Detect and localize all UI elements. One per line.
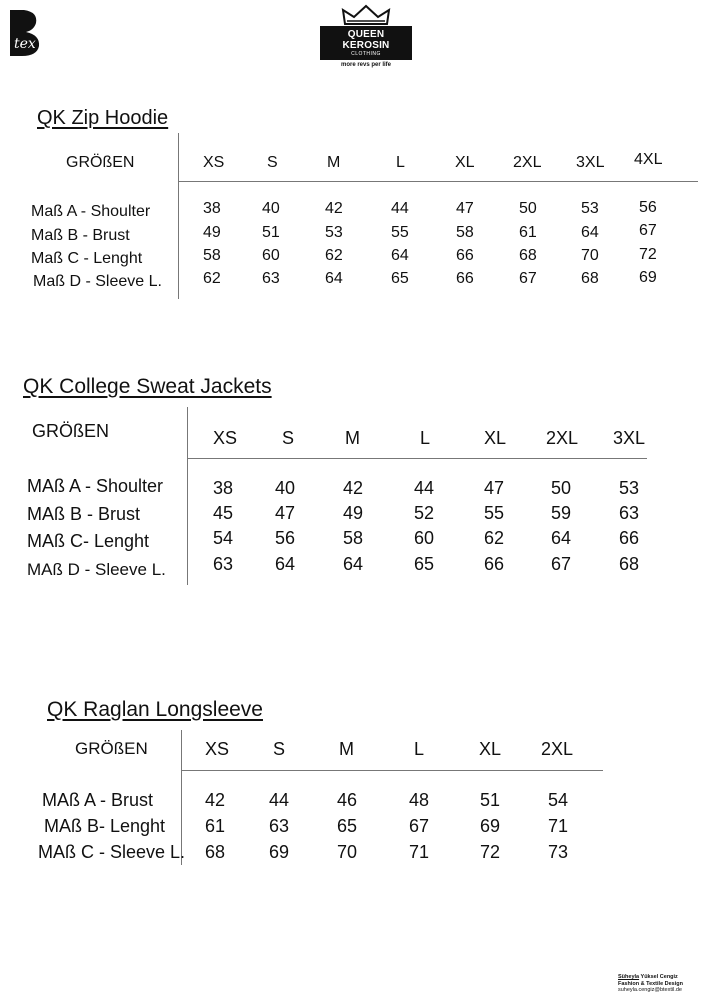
value-cell: 56 <box>639 199 657 216</box>
value-cell: 44 <box>414 478 435 498</box>
value-cell: 63 <box>262 270 280 287</box>
value-cell: 61 <box>519 224 537 241</box>
value-cell: 62 <box>203 270 221 287</box>
value-cell: 58 <box>456 224 474 241</box>
value-cell: 60 <box>414 528 435 548</box>
value-cell: 63 <box>619 503 640 523</box>
size-header: XL <box>455 154 475 171</box>
value-cell: 56 <box>275 528 296 548</box>
value-cell: 64 <box>581 224 599 241</box>
value-cell: 66 <box>484 554 505 574</box>
size-header: XL <box>479 739 502 759</box>
value-cell: 40 <box>262 200 280 217</box>
value-cell: 67 <box>639 222 657 239</box>
value-cell: 69 <box>480 816 501 836</box>
designer-first-name: Süheyla <box>618 974 640 980</box>
value-cell: 53 <box>581 200 599 217</box>
value-cell: 73 <box>548 842 569 862</box>
value-cell: 51 <box>480 790 501 810</box>
brand-tagline: more revs per life <box>340 62 392 68</box>
value-cell: 67 <box>551 554 572 574</box>
size-header: L <box>414 739 425 759</box>
value-cell: 44 <box>391 200 409 217</box>
brand-name: QUEEN KEROSIN <box>342 29 390 51</box>
value-cell: 49 <box>343 503 364 523</box>
sizes-header-label: GRÖßEN <box>75 739 148 758</box>
divider-horizontal <box>187 458 647 459</box>
size-header: L <box>420 428 431 448</box>
value-cell: 53 <box>619 478 640 498</box>
size-header: XS <box>213 428 238 448</box>
value-cell: 47 <box>456 200 474 217</box>
row-label: Maß A - Shoulter <box>31 203 151 220</box>
value-cell: 66 <box>456 247 474 264</box>
value-cell: 47 <box>275 503 296 523</box>
value-cell: 65 <box>337 816 358 836</box>
value-cell: 64 <box>343 554 364 574</box>
divider-vertical <box>187 407 188 585</box>
value-cell: 45 <box>213 503 234 523</box>
value-cell: 67 <box>519 270 537 287</box>
row-label: Maß D - Sleeve L. <box>33 273 162 290</box>
value-cell: 67 <box>409 816 430 836</box>
divider-horizontal <box>178 181 698 182</box>
crown-icon <box>341 4 391 26</box>
size-header: S <box>267 154 278 171</box>
table-title: QK Zip Hoodie <box>37 107 169 129</box>
value-cell: 54 <box>213 528 234 548</box>
value-cell: 52 <box>414 503 435 523</box>
size-header: XL <box>484 428 507 448</box>
designer-email: suheyla.cengiz@btextil.de <box>618 987 682 993</box>
queen-kerosin-brand <box>320 4 412 68</box>
value-cell: 51 <box>262 224 280 241</box>
sizes-header-label: GRÖßEN <box>66 154 135 171</box>
value-cell: 71 <box>409 842 430 862</box>
size-header: 4XL <box>634 151 663 168</box>
size-header: S <box>273 739 286 759</box>
value-cell: 50 <box>551 478 572 498</box>
value-cell: 69 <box>639 269 657 286</box>
value-cell: 64 <box>325 270 343 287</box>
size-header: 2XL <box>546 428 579 448</box>
value-cell: 59 <box>551 503 572 523</box>
size-header: XS <box>203 154 225 171</box>
size-header: M <box>345 428 360 448</box>
value-cell: 40 <box>275 478 296 498</box>
size-header: XS <box>205 739 230 759</box>
designer-last-name: Yüksel Cengiz <box>639 974 678 980</box>
brand-name-box <box>320 26 412 60</box>
value-cell: 54 <box>548 790 569 810</box>
size-header: 2XL <box>513 154 542 171</box>
row-label: Maß C - Lenght <box>31 250 143 267</box>
divider-horizontal <box>181 770 603 771</box>
value-cell: 50 <box>519 200 537 217</box>
size-header: 3XL <box>613 428 646 448</box>
table-title: QK College Sweat Jackets <box>23 375 272 398</box>
size-header: 2XL <box>541 739 574 759</box>
row-label: MAß C- Lenght <box>27 531 150 551</box>
b-tex-logo <box>8 8 42 58</box>
value-cell: 42 <box>205 790 226 810</box>
row-label: MAß B - Brust <box>27 504 141 524</box>
table-title: QK Raglan Longsleeve <box>47 698 263 721</box>
logo-text: tex <box>14 36 36 52</box>
size-header: M <box>327 154 341 171</box>
divider-vertical <box>178 133 179 299</box>
value-cell: 68 <box>619 554 640 574</box>
designer-credit <box>618 974 702 994</box>
value-cell: 68 <box>519 247 537 264</box>
value-cell: 58 <box>203 247 221 264</box>
value-cell: 55 <box>484 503 505 523</box>
value-cell: 64 <box>391 247 409 264</box>
row-label: MAß A - Shoulter <box>27 476 164 496</box>
value-cell: 55 <box>391 224 409 241</box>
value-cell: 70 <box>581 247 599 264</box>
value-cell: 65 <box>391 270 409 287</box>
value-cell: 42 <box>325 200 343 217</box>
value-cell: 65 <box>414 554 435 574</box>
value-cell: 47 <box>484 478 505 498</box>
value-cell: 63 <box>269 816 290 836</box>
value-cell: 46 <box>337 790 358 810</box>
value-cell: 64 <box>551 528 572 548</box>
value-cell: 68 <box>581 270 599 287</box>
value-cell: 60 <box>262 247 280 264</box>
b-letter-icon <box>8 8 42 58</box>
designer-role: Fashion & Textile Design <box>618 980 683 987</box>
size-header: 3XL <box>576 154 605 171</box>
value-cell: 71 <box>548 816 569 836</box>
row-label: MAß C - Sleeve L. <box>38 842 186 862</box>
row-label: MAß A - Brust <box>42 790 154 810</box>
value-cell: 58 <box>343 528 364 548</box>
value-cell: 64 <box>275 554 296 574</box>
value-cell: 42 <box>343 478 364 498</box>
value-cell: 48 <box>409 790 430 810</box>
value-cell: 44 <box>269 790 290 810</box>
value-cell: 61 <box>205 816 226 836</box>
size-header: S <box>282 428 295 448</box>
row-label: Maß B - Brust <box>31 227 130 244</box>
value-cell: 53 <box>325 224 343 241</box>
value-cell: 38 <box>213 478 234 498</box>
value-cell: 62 <box>325 247 343 264</box>
value-cell: 66 <box>456 270 474 287</box>
value-cell: 68 <box>205 842 226 862</box>
value-cell: 63 <box>213 554 234 574</box>
value-cell: 38 <box>203 200 221 217</box>
value-cell: 49 <box>203 224 221 241</box>
value-cell: 70 <box>337 842 358 862</box>
row-label: MAß D - Sleeve L. <box>27 560 166 579</box>
row-label: MAß B- Lenght <box>44 816 166 836</box>
sizes-header-label: GRÖßEN <box>32 421 110 441</box>
value-cell: 72 <box>480 842 501 862</box>
size-header: L <box>396 154 405 171</box>
brand-sub: CLOTHING <box>351 51 381 57</box>
size-header: M <box>339 739 354 759</box>
value-cell: 66 <box>619 528 640 548</box>
value-cell: 72 <box>639 246 657 263</box>
value-cell: 62 <box>484 528 505 548</box>
value-cell: 69 <box>269 842 290 862</box>
